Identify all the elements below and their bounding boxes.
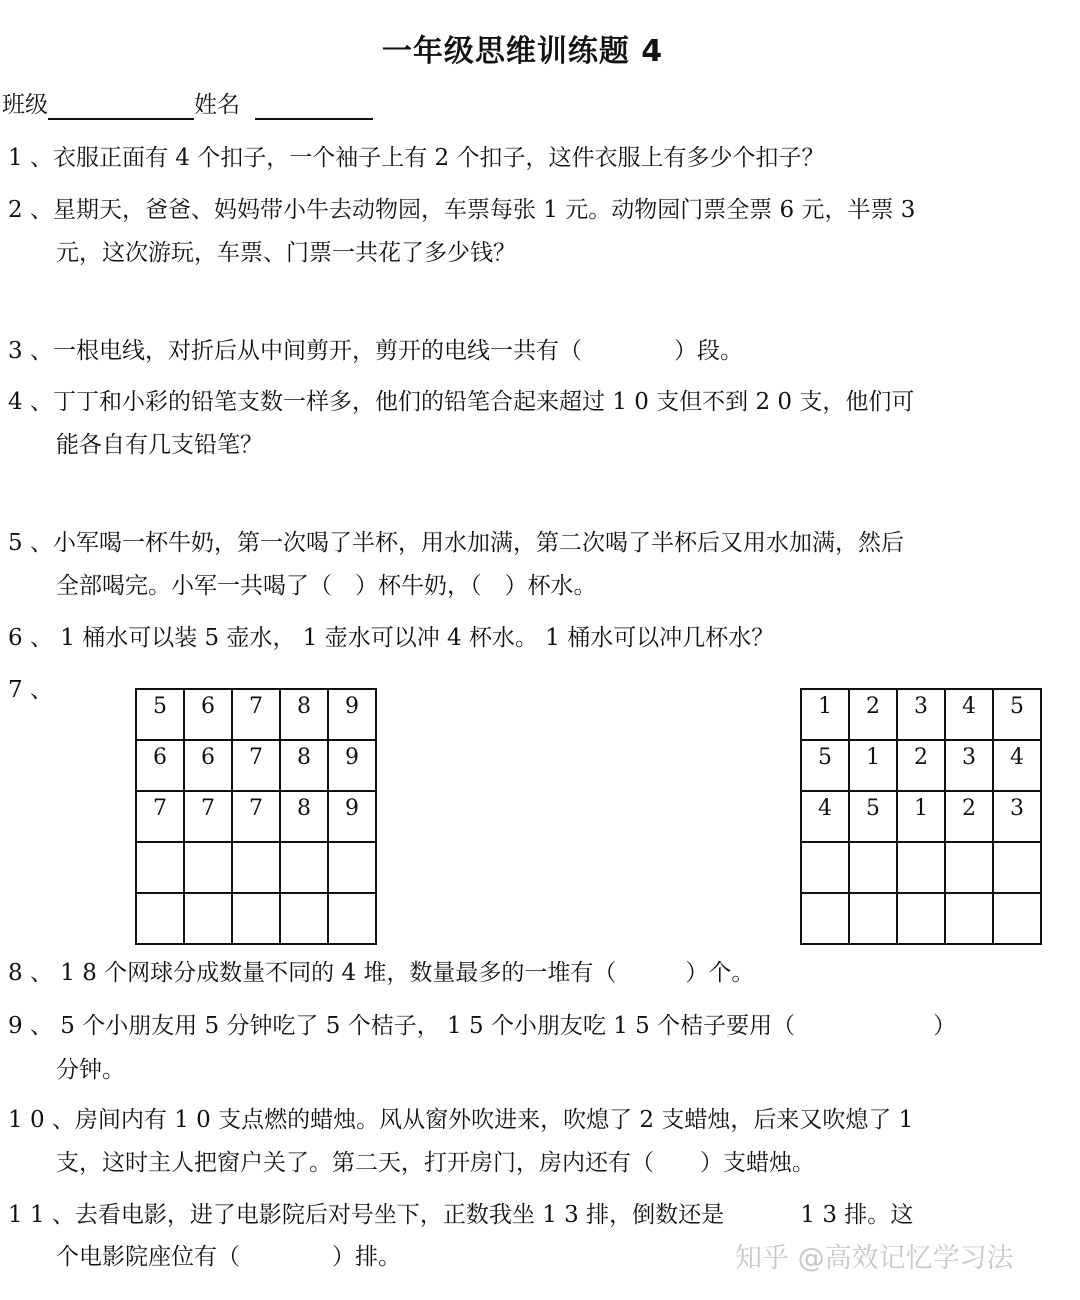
class-blank [48,94,194,120]
grid-cell: 7 [232,740,280,791]
name-label: 姓名 [194,92,240,118]
name-blank [255,94,373,120]
question-10-line-2: 支，这时主人把窗户关了。第二天，打开房门，房内还有（ ）支蜡烛。 [56,1150,815,1176]
question-11-line-2: 个电影院座位有（ ）排。 [56,1244,401,1270]
grid-cell [280,842,328,893]
grid-cell [232,893,280,944]
grid-cell [993,842,1041,893]
question-10-line-1: 1 0 、房间内有 1 0 支点燃的蜡烛。风从窗外吹进来，吹熄了 2 支蜡烛，后来又吹熄了 1 [8,1107,914,1133]
watermark: 知乎 @高效记忆学习法 [735,1243,1014,1274]
class-label: 班级 [2,92,48,118]
grid-cell: 1 [897,791,945,842]
grid-cell: 3 [993,791,1041,842]
grid-cell [328,842,376,893]
question-2-line-2: 元，这次游玩，车票、门票一共花了多少钱？ [56,240,516,266]
question-4-line-2: 能各自有几支铅笔？ [56,432,263,458]
header-row [2,90,373,120]
grid-cell [849,893,897,944]
grid-cell: 1 [849,740,897,791]
grid-cell: 6 [184,740,232,791]
number-grid-right [800,688,1042,945]
grid-row [136,689,376,740]
grid-cell [897,842,945,893]
grid-cell [993,893,1041,944]
grid-cell: 8 [280,740,328,791]
grid-cell: 7 [184,791,232,842]
question-6: 6 、 1 桶水可以装 5 壶水， 1 壶水可以冲 4 杯水。 1 桶水可以冲几杯水？ [8,625,775,651]
grid-row [801,689,1041,740]
question-9-line-1: 9 、 5 个小朋友用 5 分钟吃了 5 个桔子， 1 5 个小朋友吃 1 5 个桔子要用（ ） [8,1013,957,1039]
grid-cell: 3 [945,740,993,791]
grid-row [136,842,376,893]
question-5-line-1: 5 、小军喝一杯牛奶，第一次喝了半杯，用水加满，第二次喝了半杯后又用水加满，然后 [8,530,904,556]
question-11-line-1: 1 1 、去看电影，进了电影院后对号坐下，正数我坐 1 3 排，倒数还是 1 3 排。这 [8,1202,914,1228]
grid-cell [945,893,993,944]
grid-cell: 5 [993,689,1041,740]
question-4-line-1: 4 、丁丁和小彩的铅笔支数一样多，他们的铅笔合起来超过 1 0 支但不到 2 0 支，他们可 [8,389,915,415]
grid-cell: 8 [280,689,328,740]
grid-cell [801,842,849,893]
grid-cell [280,893,328,944]
grid-cell [232,842,280,893]
grid-cell [328,893,376,944]
grid-cell: 5 [801,740,849,791]
grid-row [801,791,1041,842]
grid-cell: 2 [897,740,945,791]
grid-row [136,791,376,842]
question-2-line-1: 2 、星期天，爸爸、妈妈带小牛去动物园，车票每张 1 元。动物园门票全票 6 元，半票 3 [8,197,916,223]
grid-cell [184,842,232,893]
question-5-line-2: 全部喝完。小军一共喝了（ ）杯牛奶，（ ）杯水。 [56,573,597,599]
grid-cell [136,842,184,893]
grid-cell [897,893,945,944]
grid-row [801,842,1041,893]
grid-cell [945,842,993,893]
question-8: 8 、 1 8 个网球分成数量不同的 4 堆，数量最多的一堆有（ ）个。 [8,960,755,986]
grid-cell [184,893,232,944]
grid-cell: 5 [849,791,897,842]
grid-cell: 8 [280,791,328,842]
question-3: 3 、一根电线，对折后从中间剪开，剪开的电线一共有（ ）段。 [8,338,743,364]
grid-row [801,740,1041,791]
grid-cell: 7 [232,791,280,842]
number-grid-left [135,688,377,945]
grid-cell: 9 [328,740,376,791]
grid-cell: 7 [136,791,184,842]
question-9-line-2: 分钟。 [56,1057,125,1083]
grid-row [136,893,376,944]
grid-cell: 6 [184,689,232,740]
grid-cell [136,893,184,944]
grid-cell: 1 [801,689,849,740]
grid-cell: 5 [136,689,184,740]
worksheet-title: 一年级思维训练题 4 [381,34,664,69]
grid-cell: 9 [328,791,376,842]
grid-cell: 7 [232,689,280,740]
grid-cell: 9 [328,689,376,740]
grid-row [136,740,376,791]
grid-cell: 4 [801,791,849,842]
grid-cell: 4 [945,689,993,740]
grid-cell [801,893,849,944]
question-1: 1 、衣服正面有 4 个扣子，一个袖子上有 2 个扣子，这件衣服上有多少个扣子？ [8,145,825,171]
grid-row [801,893,1041,944]
grid-cell: 2 [849,689,897,740]
grid-cell: 6 [136,740,184,791]
question-7: 7 、 [8,677,53,703]
grid-cell: 3 [897,689,945,740]
grid-cell: 4 [993,740,1041,791]
grid-cell [849,842,897,893]
grid-cell: 2 [945,791,993,842]
